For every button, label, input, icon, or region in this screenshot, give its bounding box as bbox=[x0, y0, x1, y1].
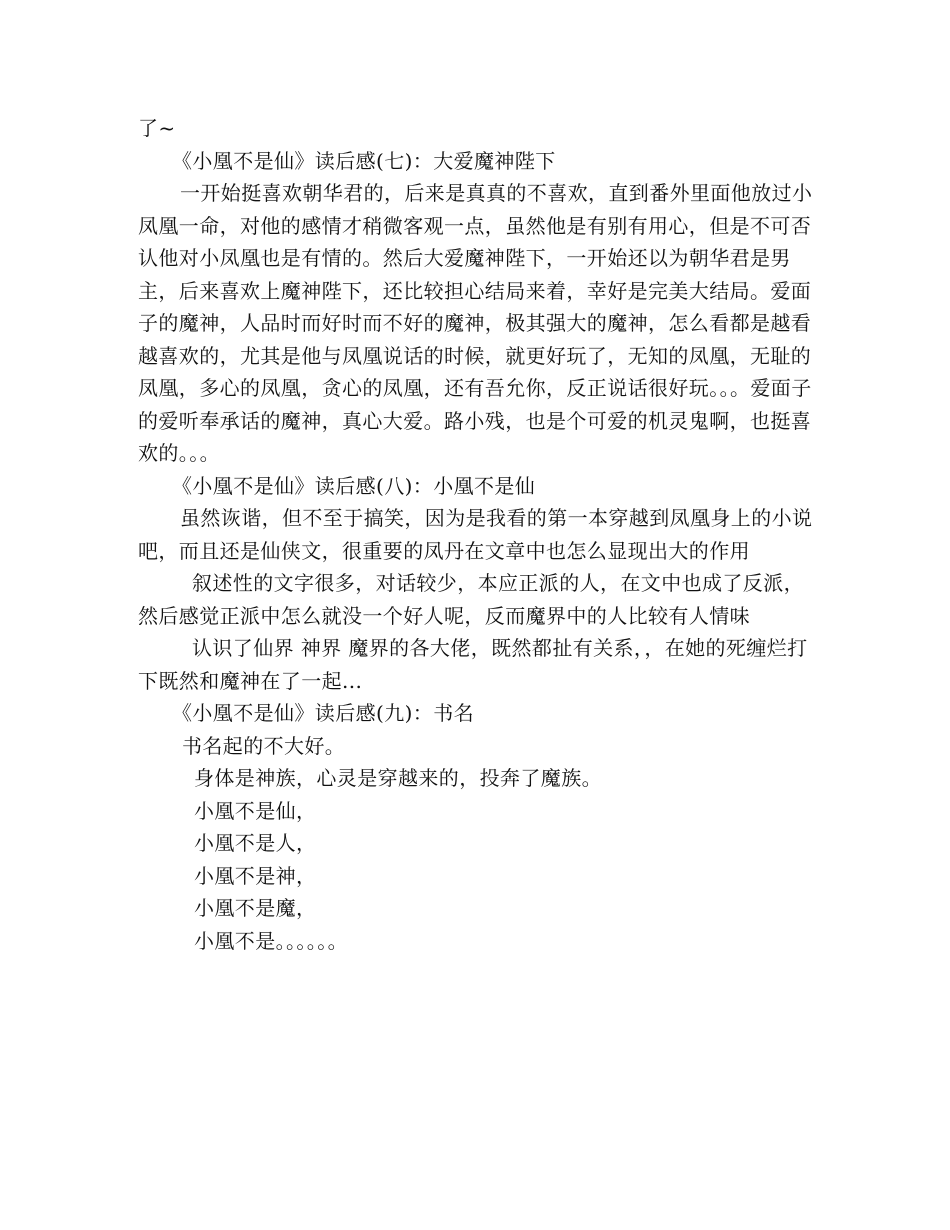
paragraph-9f: 小凰不是魔， bbox=[194, 896, 317, 920]
paragraph-9d: 小凰不是人， bbox=[194, 831, 317, 855]
paragraph-continuation: 了~ bbox=[138, 116, 176, 140]
paragraph-9b: 身体是神族，心灵是穿越来的，投奔了魔族。 bbox=[194, 766, 602, 790]
paragraph-8a: 虽然诙谐，但不至于搞笑，因为是我看的第一本穿越到凤凰身上的小说吧，而且还是仙侠文，很重要的凤丹在文章中也怎么显现出大的作用 bbox=[138, 506, 813, 563]
section-heading-8: 《小凰不是仙》读后感(八)：小凰不是仙 bbox=[172, 473, 536, 498]
paragraph-8c: 认识了仙界 神界 魔界的各大佬，既然都扯有关系，，在她的死缠烂打下既然和魔神在了一起... bbox=[138, 636, 808, 693]
paragraph-9a: 书名起的不大好。 bbox=[182, 733, 346, 758]
paragraph-8b: 叙述性的文字很多，对话较少，本应正派的人，在文中也成了反派，然后感觉正派中怎么就没一个好人呢，反而魔界中的人比较有人情味 bbox=[138, 571, 804, 628]
paragraph-9g: 小凰不是。。。。。。 bbox=[194, 928, 348, 953]
document-body bbox=[138, 112, 818, 957]
section-heading-9: 《小凰不是仙》读后感(九)：书名 bbox=[172, 701, 475, 725]
paragraph-9e: 小凰不是神， bbox=[194, 863, 317, 888]
paragraph-7: 一开始挺喜欢朝华君的，后来是真真的不喜欢，直到番外里面他放过小凤凰一命，对他的感情才稍微客观一点，虽然他是有别有用心，但是不可否认他对小凤凰也是有情的。然后大爱魔神陛下，一开始还以为朝华君是男主，后来喜欢上魔神陛下，还比较担心结局来着，幸好是完美大结局。爱面子的魔神，人品时而好时而不好的魔神，极其强大的魔神，怎么看都是越看越喜欢的，尤其是他与凤凰说话的时候，就更好玩了，无知的凤凰，无耻的凤凰，多心的凤凰，贪心的凤凰，还有吾允你，反正说话很好玩。。。爱面子的爱听奉承话的魔神，真心大爱。路小残，也是个可爱的机灵鬼啊，也挺喜欢的。。。 bbox=[138, 181, 813, 465]
section-heading-7: 《小凰不是仙》读后感(七)：大爱魔神陛下 bbox=[172, 148, 556, 173]
paragraph-9c: 小凰不是仙， bbox=[194, 798, 317, 823]
